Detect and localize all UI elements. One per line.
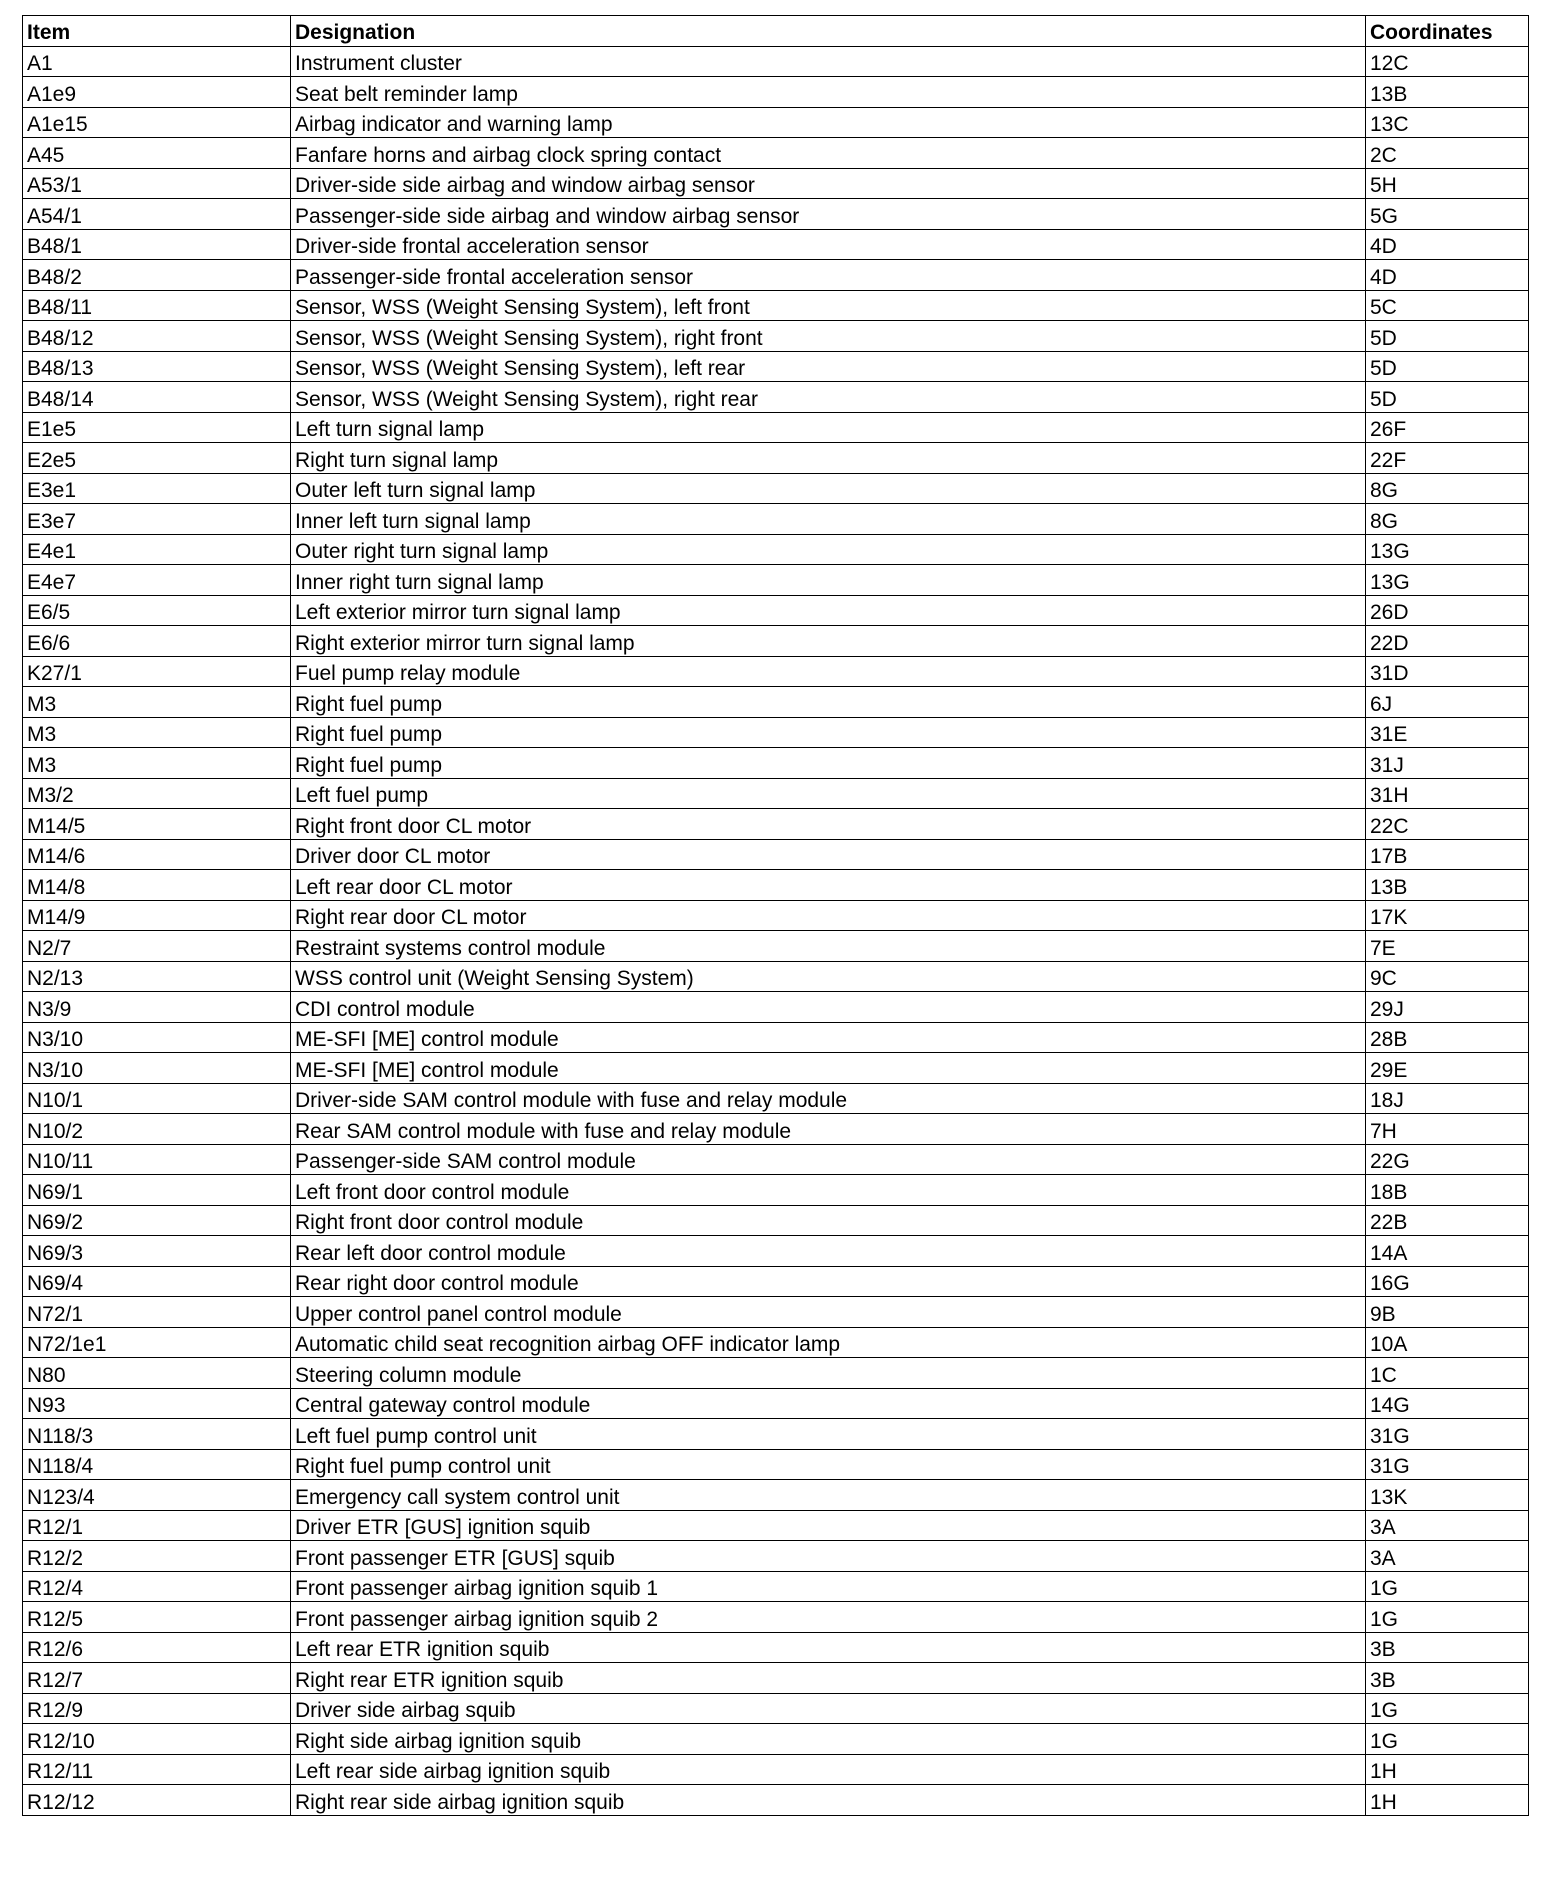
cell-designation: Restraint systems control module: [291, 931, 1366, 962]
cell-coordinates: 1G: [1366, 1693, 1529, 1724]
cell-designation: Right rear ETR ignition squib: [291, 1663, 1366, 1694]
table-row: [23, 595, 1529, 626]
cell-coordinates: 7H: [1366, 1114, 1529, 1145]
cell-item: N93: [23, 1388, 291, 1419]
cell-item: R12/4: [23, 1571, 291, 1602]
cell-coordinates: 1C: [1366, 1358, 1529, 1389]
cell-coordinates: 13G: [1366, 534, 1529, 565]
cell-coordinates: 17B: [1366, 839, 1529, 870]
table-row: [23, 626, 1529, 657]
table-row: [23, 992, 1529, 1023]
cell-designation: Right fuel pump control unit: [291, 1449, 1366, 1480]
cell-coordinates: 26F: [1366, 412, 1529, 443]
table-row: [23, 1175, 1529, 1206]
cell-designation: Rear left door control module: [291, 1236, 1366, 1267]
cell-designation: Rear SAM control module with fuse and relay module: [291, 1114, 1366, 1145]
cell-coordinates: 14G: [1366, 1388, 1529, 1419]
cell-designation: Fuel pump relay module: [291, 656, 1366, 687]
cell-designation: Driver-side frontal acceleration sensor: [291, 229, 1366, 260]
cell-designation: Left rear side airbag ignition squib: [291, 1754, 1366, 1785]
cell-designation: Sensor, WSS (Weight Sensing System), right front: [291, 321, 1366, 352]
table-row: [23, 1449, 1529, 1480]
cell-item: M14/8: [23, 870, 291, 901]
table-row: [23, 1663, 1529, 1694]
column-header-coordinates: Coordinates: [1366, 16, 1529, 47]
cell-item: N72/1: [23, 1297, 291, 1328]
cell-coordinates: 13C: [1366, 107, 1529, 138]
cell-coordinates: 5C: [1366, 290, 1529, 321]
cell-designation: Inner right turn signal lamp: [291, 565, 1366, 596]
table-row: [23, 77, 1529, 108]
cell-item: R12/2: [23, 1541, 291, 1572]
cell-coordinates: 3A: [1366, 1510, 1529, 1541]
cell-item: M14/9: [23, 900, 291, 931]
cell-designation: Sensor, WSS (Weight Sensing System), left front: [291, 290, 1366, 321]
table-row: [23, 748, 1529, 779]
cell-coordinates: 13K: [1366, 1480, 1529, 1511]
cell-coordinates: 26D: [1366, 595, 1529, 626]
cell-item: N69/3: [23, 1236, 291, 1267]
cell-coordinates: 2C: [1366, 138, 1529, 169]
cell-item: N69/1: [23, 1175, 291, 1206]
cell-item: M3: [23, 687, 291, 718]
cell-designation: Left front door control module: [291, 1175, 1366, 1206]
cell-coordinates: 5D: [1366, 321, 1529, 352]
table-row: [23, 1541, 1529, 1572]
cell-item: E6/6: [23, 626, 291, 657]
table-row: [23, 1327, 1529, 1358]
cell-item: E2e5: [23, 443, 291, 474]
table-row: [23, 1510, 1529, 1541]
table-row: [23, 778, 1529, 809]
cell-item: E3e1: [23, 473, 291, 504]
cell-item: N118/4: [23, 1449, 291, 1480]
cell-coordinates: 31J: [1366, 748, 1529, 779]
cell-coordinates: 29J: [1366, 992, 1529, 1023]
table-row: [23, 870, 1529, 901]
cell-coordinates: 13B: [1366, 77, 1529, 108]
cell-coordinates: 3B: [1366, 1663, 1529, 1694]
cell-designation: Right fuel pump: [291, 748, 1366, 779]
cell-item: N3/9: [23, 992, 291, 1023]
table-row: [23, 321, 1529, 352]
cell-designation: Sensor, WSS (Weight Sensing System), left rear: [291, 351, 1366, 382]
header-row: [23, 16, 1529, 47]
cell-coordinates: 31E: [1366, 717, 1529, 748]
cell-item: A54/1: [23, 199, 291, 230]
cell-item: B48/2: [23, 260, 291, 291]
table-row: [23, 1754, 1529, 1785]
cell-designation: Right front door control module: [291, 1205, 1366, 1236]
table-row: [23, 504, 1529, 535]
table-row: [23, 1693, 1529, 1724]
cell-coordinates: 1G: [1366, 1602, 1529, 1633]
cell-item: A53/1: [23, 168, 291, 199]
table-row: [23, 1724, 1529, 1755]
cell-item: N69/4: [23, 1266, 291, 1297]
cell-designation: Front passenger airbag ignition squib 1: [291, 1571, 1366, 1602]
table-row: [23, 1205, 1529, 1236]
cell-item: E1e5: [23, 412, 291, 443]
table-row: [23, 1022, 1529, 1053]
cell-item: M3: [23, 717, 291, 748]
cell-coordinates: 18J: [1366, 1083, 1529, 1114]
table-row: [23, 1114, 1529, 1145]
cell-designation: Instrument cluster: [291, 46, 1366, 77]
cell-coordinates: 31D: [1366, 656, 1529, 687]
cell-item: R12/6: [23, 1632, 291, 1663]
table-row: [23, 199, 1529, 230]
cell-item: A45: [23, 138, 291, 169]
cell-item: R12/7: [23, 1663, 291, 1694]
cell-designation: Right exterior mirror turn signal lamp: [291, 626, 1366, 657]
cell-item: N10/11: [23, 1144, 291, 1175]
cell-coordinates: 4D: [1366, 260, 1529, 291]
cell-coordinates: 13G: [1366, 565, 1529, 596]
table-row: [23, 839, 1529, 870]
cell-designation: Driver-side side airbag and window airbag sensor: [291, 168, 1366, 199]
table-row: [23, 1602, 1529, 1633]
table-row: [23, 656, 1529, 687]
table-row: [23, 1144, 1529, 1175]
table-row: [23, 1358, 1529, 1389]
cell-coordinates: 28B: [1366, 1022, 1529, 1053]
cell-item: R12/5: [23, 1602, 291, 1633]
cell-designation: Left rear door CL motor: [291, 870, 1366, 901]
cell-coordinates: 10A: [1366, 1327, 1529, 1358]
table-row: [23, 290, 1529, 321]
cell-coordinates: 13B: [1366, 870, 1529, 901]
table-row: [23, 1785, 1529, 1816]
cell-coordinates: 1H: [1366, 1785, 1529, 1816]
cell-item: N10/1: [23, 1083, 291, 1114]
cell-coordinates: 5G: [1366, 199, 1529, 230]
table-row: [23, 1053, 1529, 1084]
table-body: [23, 46, 1529, 1815]
cell-coordinates: 14A: [1366, 1236, 1529, 1267]
table-row: [23, 382, 1529, 413]
cell-item: N80: [23, 1358, 291, 1389]
cell-item: M3/2: [23, 778, 291, 809]
cell-designation: Driver door CL motor: [291, 839, 1366, 870]
cell-coordinates: 7E: [1366, 931, 1529, 962]
cell-coordinates: 5D: [1366, 351, 1529, 382]
cell-coordinates: 1G: [1366, 1571, 1529, 1602]
table-row: [23, 138, 1529, 169]
cell-item: E4e1: [23, 534, 291, 565]
cell-coordinates: 8G: [1366, 473, 1529, 504]
cell-designation: Passenger-side frontal acceleration sensor: [291, 260, 1366, 291]
table-row: [23, 1266, 1529, 1297]
cell-designation: Passenger-side SAM control module: [291, 1144, 1366, 1175]
component-legend-table: [22, 15, 1529, 1816]
cell-designation: Central gateway control module: [291, 1388, 1366, 1419]
cell-designation: Outer left turn signal lamp: [291, 473, 1366, 504]
table-row: [23, 168, 1529, 199]
table-row: [23, 1388, 1529, 1419]
table-row: [23, 809, 1529, 840]
cell-designation: Left exterior mirror turn signal lamp: [291, 595, 1366, 626]
cell-coordinates: 22B: [1366, 1205, 1529, 1236]
cell-coordinates: 3B: [1366, 1632, 1529, 1663]
cell-item: R12/12: [23, 1785, 291, 1816]
cell-coordinates: 18B: [1366, 1175, 1529, 1206]
table-row: [23, 412, 1529, 443]
cell-designation: Right rear door CL motor: [291, 900, 1366, 931]
cell-item: B48/1: [23, 229, 291, 260]
table-row: [23, 717, 1529, 748]
cell-designation: Right turn signal lamp: [291, 443, 1366, 474]
cell-item: M14/6: [23, 839, 291, 870]
cell-designation: Emergency call system control unit: [291, 1480, 1366, 1511]
cell-item: K27/1: [23, 656, 291, 687]
cell-designation: Passenger-side side airbag and window airbag sensor: [291, 199, 1366, 230]
cell-item: N2/13: [23, 961, 291, 992]
cell-designation: Right rear side airbag ignition squib: [291, 1785, 1366, 1816]
column-header-designation: Designation: [291, 16, 1366, 47]
cell-item: B48/12: [23, 321, 291, 352]
cell-designation: Left turn signal lamp: [291, 412, 1366, 443]
table-row: [23, 107, 1529, 138]
cell-designation: Driver side airbag squib: [291, 1693, 1366, 1724]
cell-designation: Airbag indicator and warning lamp: [291, 107, 1366, 138]
cell-item: M14/5: [23, 809, 291, 840]
cell-designation: Right fuel pump: [291, 717, 1366, 748]
table-row: [23, 1419, 1529, 1450]
cell-coordinates: 22F: [1366, 443, 1529, 474]
cell-item: N118/3: [23, 1419, 291, 1450]
cell-coordinates: 5D: [1366, 382, 1529, 413]
cell-item: B48/11: [23, 290, 291, 321]
table-row: [23, 565, 1529, 596]
table-row: [23, 1297, 1529, 1328]
cell-item: R12/10: [23, 1724, 291, 1755]
cell-coordinates: 9C: [1366, 961, 1529, 992]
cell-designation: Sensor, WSS (Weight Sensing System), right rear: [291, 382, 1366, 413]
cell-item: R12/1: [23, 1510, 291, 1541]
table-row: [23, 931, 1529, 962]
table-row: [23, 260, 1529, 291]
cell-coordinates: 16G: [1366, 1266, 1529, 1297]
cell-coordinates: 22D: [1366, 626, 1529, 657]
table-row: [23, 46, 1529, 77]
cell-item: A1e15: [23, 107, 291, 138]
table-row: [23, 687, 1529, 718]
cell-designation: Driver ETR [GUS] ignition squib: [291, 1510, 1366, 1541]
table-row: [23, 1083, 1529, 1114]
table-row: [23, 961, 1529, 992]
cell-item: M3: [23, 748, 291, 779]
cell-coordinates: 3A: [1366, 1541, 1529, 1572]
cell-item: B48/13: [23, 351, 291, 382]
cell-item: N2/7: [23, 931, 291, 962]
cell-item: N3/10: [23, 1022, 291, 1053]
cell-item: E6/5: [23, 595, 291, 626]
cell-item: R12/9: [23, 1693, 291, 1724]
cell-designation: Inner left turn signal lamp: [291, 504, 1366, 535]
cell-designation: Front passenger ETR [GUS] squib: [291, 1541, 1366, 1572]
table-row: [23, 1571, 1529, 1602]
cell-designation: Seat belt reminder lamp: [291, 77, 1366, 108]
cell-coordinates: 1G: [1366, 1724, 1529, 1755]
column-header-item: Item: [23, 16, 291, 47]
cell-designation: WSS control unit (Weight Sensing System): [291, 961, 1366, 992]
table-header: [23, 16, 1529, 47]
cell-item: B48/14: [23, 382, 291, 413]
cell-designation: CDI control module: [291, 992, 1366, 1023]
cell-coordinates: 5H: [1366, 168, 1529, 199]
table-row: [23, 1480, 1529, 1511]
table-row: [23, 473, 1529, 504]
cell-coordinates: 22G: [1366, 1144, 1529, 1175]
cell-item: N72/1e1: [23, 1327, 291, 1358]
cell-designation: Front passenger airbag ignition squib 2: [291, 1602, 1366, 1633]
table-row: [23, 1632, 1529, 1663]
cell-coordinates: 6J: [1366, 687, 1529, 718]
cell-designation: Left fuel pump: [291, 778, 1366, 809]
cell-designation: Driver-side SAM control module with fuse and relay module: [291, 1083, 1366, 1114]
cell-designation: Right front door CL motor: [291, 809, 1366, 840]
cell-coordinates: 31H: [1366, 778, 1529, 809]
table-row: [23, 1236, 1529, 1267]
cell-coordinates: 31G: [1366, 1449, 1529, 1480]
table-row: [23, 443, 1529, 474]
cell-item: N69/2: [23, 1205, 291, 1236]
cell-coordinates: 29E: [1366, 1053, 1529, 1084]
table-row: [23, 351, 1529, 382]
cell-coordinates: 31G: [1366, 1419, 1529, 1450]
cell-designation: ME-SFI [ME] control module: [291, 1053, 1366, 1084]
cell-coordinates: 12C: [1366, 46, 1529, 77]
cell-item: N123/4: [23, 1480, 291, 1511]
cell-designation: Automatic child seat recognition airbag OFF indicator lamp: [291, 1327, 1366, 1358]
cell-designation: Left rear ETR ignition squib: [291, 1632, 1366, 1663]
cell-item: N10/2: [23, 1114, 291, 1145]
cell-coordinates: 9B: [1366, 1297, 1529, 1328]
cell-designation: Right fuel pump: [291, 687, 1366, 718]
table-row: [23, 900, 1529, 931]
cell-coordinates: 4D: [1366, 229, 1529, 260]
cell-item: N3/10: [23, 1053, 291, 1084]
cell-designation: Fanfare horns and airbag clock spring contact: [291, 138, 1366, 169]
cell-item: E4e7: [23, 565, 291, 596]
cell-designation: ME-SFI [ME] control module: [291, 1022, 1366, 1053]
cell-designation: Rear right door control module: [291, 1266, 1366, 1297]
cell-designation: Left fuel pump control unit: [291, 1419, 1366, 1450]
cell-designation: Steering column module: [291, 1358, 1366, 1389]
cell-coordinates: 17K: [1366, 900, 1529, 931]
cell-item: A1e9: [23, 77, 291, 108]
cell-coordinates: 8G: [1366, 504, 1529, 535]
cell-item: E3e7: [23, 504, 291, 535]
cell-item: A1: [23, 46, 291, 77]
table-row: [23, 534, 1529, 565]
cell-designation: Outer right turn signal lamp: [291, 534, 1366, 565]
cell-item: R12/11: [23, 1754, 291, 1785]
cell-coordinates: 1H: [1366, 1754, 1529, 1785]
cell-coordinates: 22C: [1366, 809, 1529, 840]
table-row: [23, 229, 1529, 260]
cell-designation: Upper control panel control module: [291, 1297, 1366, 1328]
cell-designation: Right side airbag ignition squib: [291, 1724, 1366, 1755]
